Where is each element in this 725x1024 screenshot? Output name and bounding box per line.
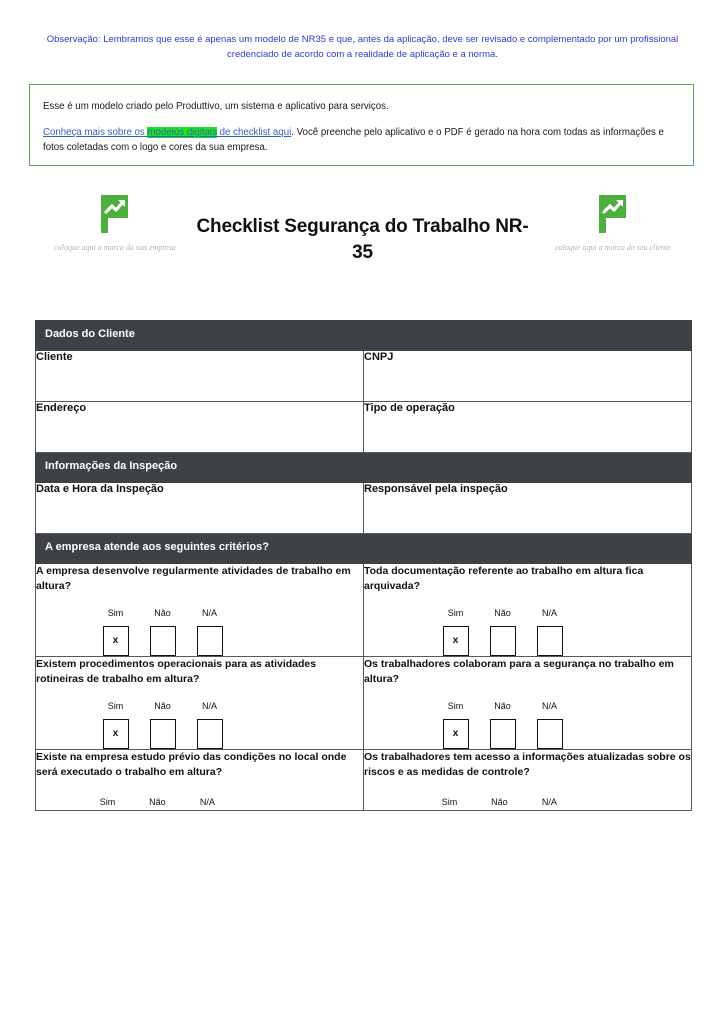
answer-label-sim: Sim	[107, 701, 124, 712]
table-row	[36, 564, 692, 657]
answer-label-nao: Não	[494, 701, 511, 712]
client-logo-caption: coloque aqui a marca do seu cliente	[555, 243, 671, 252]
checklist-form-table	[35, 320, 692, 811]
answer-group	[432, 607, 691, 656]
question-cell	[36, 656, 364, 749]
question-text: Existe na empresa estudo prévio das condições no local onde será executado o trabalho em altura?	[36, 750, 347, 778]
table-row	[36, 351, 692, 402]
promo-box	[29, 84, 694, 166]
answer-boxes	[92, 719, 363, 749]
produttivo-flag-logo-icon	[595, 194, 631, 234]
answer-label-sim: Sim	[107, 608, 124, 619]
promo-link-highlight[interactable]: modelos digitais	[147, 127, 217, 138]
answer-label-sim: Sim	[441, 797, 458, 808]
answer-label-na: N/A	[541, 701, 557, 712]
answer-labels	[92, 700, 363, 713]
field-cliente[interactable]: Cliente	[36, 351, 364, 402]
answer-label-sim: Sim	[447, 701, 464, 712]
section-header-inspection	[36, 453, 692, 483]
produttivo-flag-logo-icon	[97, 194, 133, 234]
checkbox-na[interactable]	[197, 626, 223, 656]
promo-link-prefix[interactable]: Conheça mais sobre os	[43, 127, 148, 138]
table-row	[36, 749, 692, 810]
question-cell	[364, 749, 692, 810]
answer-boxes	[92, 626, 363, 656]
question-text: Os trabalhadores colaboram para a segurança no trabalho em altura?	[364, 657, 674, 685]
checkbox-na[interactable]	[537, 719, 563, 749]
answer-label-sim: Sim	[99, 797, 116, 808]
promo-line-2	[43, 125, 683, 155]
table-row	[36, 402, 692, 453]
answer-label-nao: Não	[494, 608, 511, 619]
answer-labels	[432, 700, 691, 713]
field-data-hora-inspecao[interactable]: Data e Hora da Inspeção	[36, 483, 364, 534]
company-logo-caption: coloque aqui a marca da sua empresa	[54, 243, 176, 252]
checkbox-nao[interactable]	[150, 626, 176, 656]
promo-line-1: Esse é um modelo criado pelo Produttivo, um sistema e aplicativo para serviços.	[43, 101, 389, 112]
section-header-criteria	[36, 534, 692, 564]
table-row	[36, 656, 692, 749]
answer-label-nao: Não	[154, 608, 171, 619]
checkbox-nao[interactable]	[490, 626, 516, 656]
answer-group	[92, 607, 363, 656]
answer-label-nao: Não	[149, 797, 166, 808]
checkbox-sim[interactable]: x	[103, 719, 129, 749]
answer-label-na: N/A	[541, 608, 557, 619]
answer-labels	[84, 795, 363, 810]
answer-label-na: N/A	[541, 797, 557, 808]
promo-link-suffix[interactable]: de checklist aqui	[216, 127, 292, 138]
answer-labels	[426, 795, 691, 810]
field-endereco[interactable]: Endereço	[36, 402, 364, 453]
answer-label-na: N/A	[201, 608, 217, 619]
document-header	[0, 190, 725, 290]
company-logo-block	[40, 194, 190, 254]
answer-label-na: N/A	[201, 701, 217, 712]
answer-group	[92, 700, 363, 749]
question-cell	[364, 564, 692, 657]
section-header-inspection-label: Informações da Inspeção	[36, 453, 692, 483]
observation-note: Observação: Lembramos que esse é apenas um modelo de NR35 e que, antes da aplicação, deve ser revisado e complementado por um profissional credenciado de acordo com a realidade de aplicação e a norma.	[46, 34, 679, 60]
answer-label-sim: Sim	[447, 608, 464, 619]
question-cell	[36, 564, 364, 657]
field-responsavel-inspecao[interactable]: Responsável pela inspeção	[364, 483, 692, 534]
checkbox-sim[interactable]: x	[443, 626, 469, 656]
section-header-criteria-label: A empresa atende aos seguintes critérios?	[36, 534, 692, 564]
answer-label-nao: Não	[154, 701, 171, 712]
question-cell	[364, 656, 692, 749]
promo-rest-text: . Você preenche pelo aplicativo e o PDF é gerado na hora com todas as informações e fotos coletadas com o logo e cores da sua empresa.	[43, 127, 664, 154]
question-cell	[36, 749, 364, 810]
answer-boxes	[432, 719, 691, 749]
page-title: Checklist Segurança do Trabalho NR-35	[196, 216, 529, 263]
client-logo-block	[538, 194, 688, 254]
field-cnpj[interactable]: CNPJ	[364, 351, 692, 402]
checkbox-na[interactable]	[197, 719, 223, 749]
checkbox-sim[interactable]: x	[443, 719, 469, 749]
question-text: Toda documentação referente ao trabalho em altura fica arquivada?	[364, 565, 644, 592]
answer-boxes	[432, 626, 691, 656]
section-header-client-label: Dados do Cliente	[36, 321, 692, 351]
answer-label-na: N/A	[199, 797, 215, 808]
question-text: Existem procedimentos operacionais para as atividades rotineiras de trabalho em altura?	[36, 657, 317, 685]
answer-label-nao: Não	[491, 797, 508, 808]
checkbox-nao[interactable]	[150, 719, 176, 749]
question-text: A empresa desenvolve regularmente atividades de trabalho em altura?	[36, 565, 351, 592]
checkbox-nao[interactable]	[490, 719, 516, 749]
answer-group	[432, 700, 691, 749]
checkbox-na[interactable]	[537, 626, 563, 656]
question-text: Os trabalhadores tem acesso a informações atualizadas sobre os riscos e as medidas de controle?	[364, 750, 691, 778]
field-tipo-operacao[interactable]: Tipo de operação	[364, 402, 692, 453]
section-header-client	[36, 321, 692, 351]
answer-labels	[92, 607, 363, 620]
answer-labels	[432, 607, 691, 620]
table-row	[36, 483, 692, 534]
checkbox-sim[interactable]: x	[103, 626, 129, 656]
